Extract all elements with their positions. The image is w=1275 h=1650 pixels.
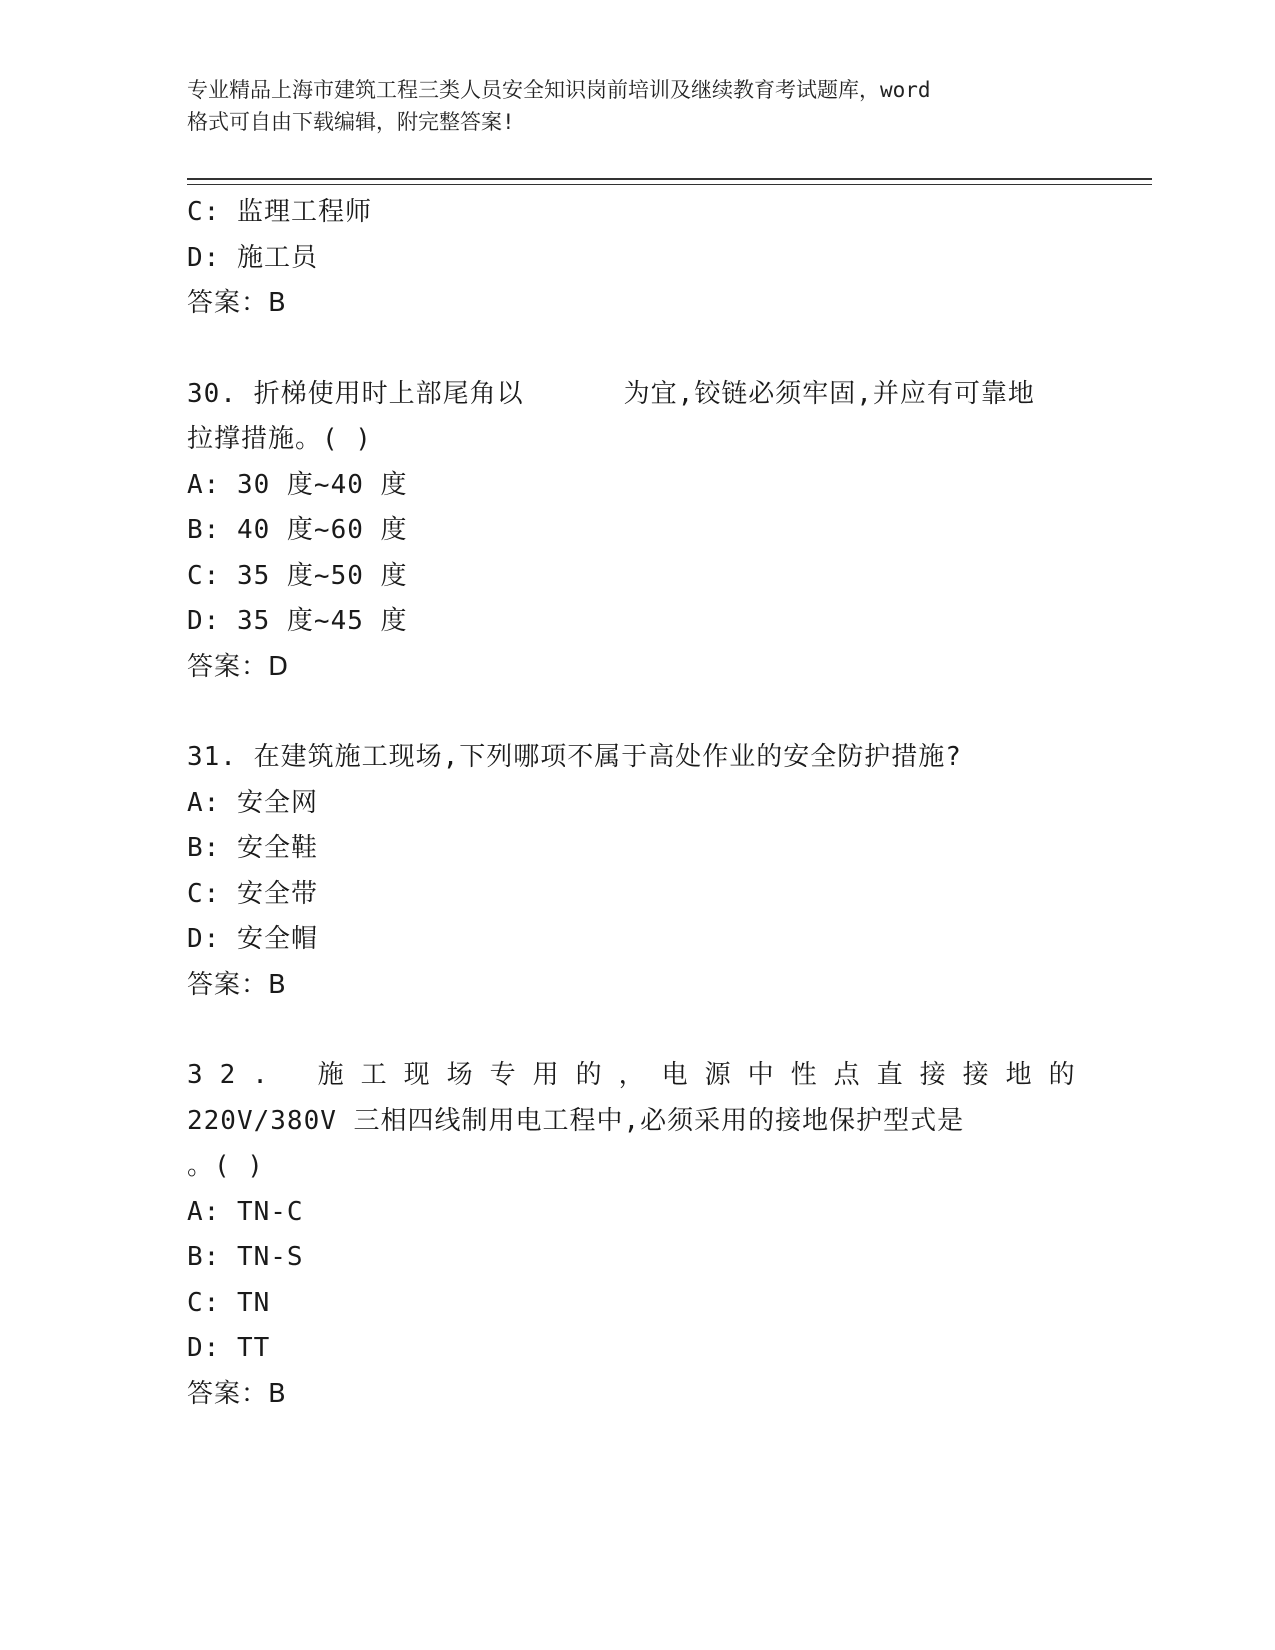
option-c: C: 安全带 — [187, 878, 318, 909]
question-text-part-1: 30. 折梯使用时上部尾角以 — [187, 378, 524, 409]
option-d: D: 35 度~45 度 — [187, 606, 408, 636]
question-31 — [187, 735, 1087, 1008]
question-text-line-2: 拉撑措施。( ) — [187, 424, 372, 454]
header-line-2: 格式可自由下载编辑，附完整答案! — [187, 110, 515, 134]
question-29-tail — [187, 190, 1087, 327]
option-b: B: TN-S — [187, 1242, 304, 1272]
question-32 — [187, 1053, 1092, 1417]
option-b: B: 40 度~60 度 — [187, 515, 408, 545]
option-a: A: 30 度~40 度 — [187, 469, 408, 500]
option-c: C: TN — [187, 1287, 271, 1318]
answer: 答案：B — [187, 1378, 287, 1409]
question-text-line-1: 32. 施工现场专用的，电源中性点直接接地的 — [187, 1060, 1092, 1090]
option-d: D: TT — [187, 1333, 271, 1363]
header-line-1: 专业精品上海市建筑工程三类人员安全知识岗前培训及继续教育考试题库，word — [187, 78, 931, 102]
answer: 答案：B — [187, 288, 287, 318]
question-text-part-2: 为宜,铰链必须牢固,并应有可靠地 — [623, 378, 1035, 409]
option-a: A: 安全网 — [187, 787, 318, 818]
question-text-line-3: 。( ) — [187, 1151, 264, 1181]
answer: 答案：B — [187, 969, 287, 1000]
option-d: D: 施工员 — [187, 242, 318, 273]
question-text-line-1 — [187, 372, 1087, 418]
option-c: C: 监理工程师 — [187, 197, 372, 227]
question-text-line-2: 220V/380V 三相四线制用电工程中,必须采用的接地保护型式是 — [187, 1105, 965, 1136]
answer: 答案：D — [187, 651, 290, 682]
option-b: B: 安全鞋 — [187, 833, 318, 863]
option-a: A: TN-C — [187, 1196, 304, 1227]
header-divider — [187, 178, 1152, 185]
document-header — [187, 74, 1067, 138]
document-body — [187, 190, 1092, 1417]
question-30 — [187, 372, 1087, 691]
option-c: C: 35 度~50 度 — [187, 560, 408, 591]
option-d: D: 安全帽 — [187, 924, 318, 954]
question-text-line-1: 31. 在建筑施工现场,下列哪项不属于高处作业的安全防护措施? — [187, 742, 962, 772]
